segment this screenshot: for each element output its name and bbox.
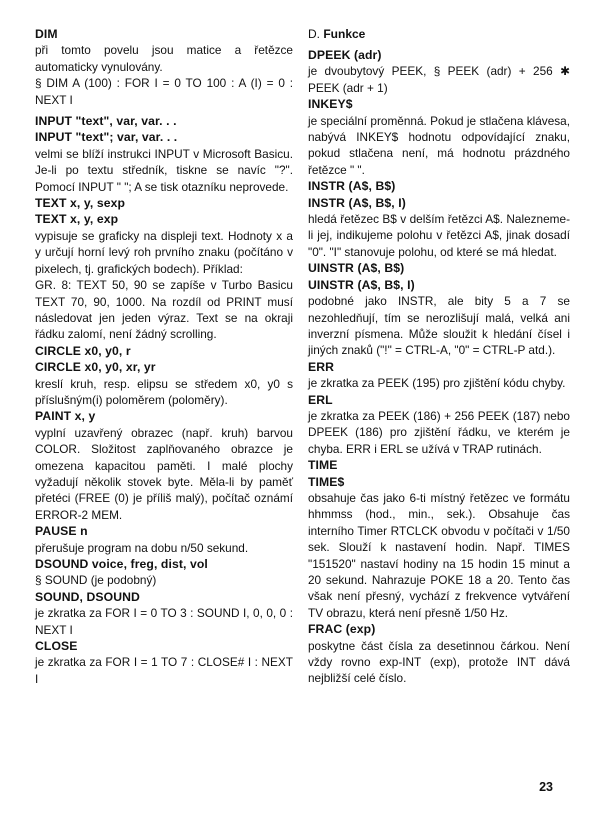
description: poskytne část čísla za desetinnou čárkou. Není vždy rovno exp-INT (exp), protože INT dává nejbližší celé číslo. <box>308 638 570 686</box>
entry-circle <box>35 343 293 409</box>
term: TIME$ <box>308 474 345 489</box>
term: TIME <box>308 458 338 473</box>
description: obsahuje čas jako 6-ti místný řetězec ve formátu hhmmss (hod., min., sek.). Obsahuje čas interního Timer RTCLCK obvodu v počítači v 1/50 sek. Slouží k nastavení hodin. Např. TIMES "151520" nastaví hodiny na 15 hodin 15 minut a 20 sekund. Nahrazuje POKE 18 a 20. Tento čas však není přesný, vychází z frekvence vytváření TV obrazu, která není přesně 1/50 Hz. <box>308 490 570 620</box>
term: CLOSE <box>35 639 78 654</box>
term: DIM <box>35 27 58 41</box>
entry-erl <box>308 392 570 458</box>
term: TEXT x, y, exp <box>35 212 119 227</box>
description: je zkratka za PEEK (186) + 256 PEEK (187) nebo DPEEK (186) pro zjištění řádku, ve kterém je chyba. ERR i ERL se užívá v TRAP rutinách. <box>308 408 570 456</box>
entry-sound-dsound <box>35 589 293 638</box>
term: INPUT "text"; var, var. . . <box>35 130 178 145</box>
term: ERR <box>308 359 335 374</box>
page-number: 23 <box>539 780 553 794</box>
description: vypisuje se graficky na displeji text. Hodnoty x a y určují horní levý roh prvního znaku (počítáno v pixelech, tj. grafických bodech). Příklad: <box>35 228 293 276</box>
entry-paint <box>35 408 293 523</box>
entry-input <box>35 113 293 195</box>
description-example: § DIM A (100) : FOR I = 0 TO 100 : A (I) = 0 : NEXT I <box>35 76 293 107</box>
description: kreslí kruh, resp. elipsu se středem x0, y0 s příslušným(i) poloměrem (poloměry). <box>35 376 293 407</box>
term: PAINT x, y <box>35 409 96 424</box>
right-column <box>308 26 570 687</box>
description: je zkratka za FOR I = 1 TO 7 : CLOSE# I : NEXT I <box>35 655 293 686</box>
entry-text <box>35 195 293 343</box>
term: PAUSE n <box>35 524 88 539</box>
description: přerušuje program na dobu n/50 sekund. <box>35 540 249 555</box>
description: při tomto povelu jsou matice a řetězce automaticky vynulovány. <box>35 43 293 74</box>
description: je zkratka za PEEK (195) pro zjištění kódu chyby. <box>308 376 566 391</box>
section-heading <box>308 26 570 43</box>
term: UINSTR (A$, B$, I) <box>308 277 415 292</box>
entry-uinstr <box>308 260 570 358</box>
term: INSTR (A$, B$) <box>308 179 396 194</box>
term: DSOUND voice, freg, dist, vol <box>35 557 208 571</box>
entry-frac <box>308 621 570 687</box>
term: SOUND, DSOUND <box>35 589 140 604</box>
description: velmi se blíží instrukci INPUT v Microsoft Basicu. Je-li po textu středník, tiskne se navíc "?". Pomocí INPUT " "; A se tisk otazníku neprovede. <box>35 146 293 194</box>
term: UINSTR (A$, B$) <box>308 261 405 276</box>
left-column <box>35 26 293 687</box>
term: FRAC (exp) <box>308 622 376 637</box>
description: je dvoubytový PEEK, § PEEK (adr) + 256 ✱ PEEK (adr + 1) <box>308 64 570 95</box>
term: INPUT "text", var, var. . . <box>35 114 177 129</box>
description: hledá řetězec B$ v delším řetězci A$. Nalezneme-li jej, indikujeme polohu v řetězci A$, jinak dosadí "0". "I" stanovuje polohu, od které se má hledat. <box>308 212 570 259</box>
entry-inkey <box>308 96 570 178</box>
section-title: Funkce <box>323 27 366 41</box>
section-prefix: D. <box>308 27 320 41</box>
entry-dpeek <box>308 47 570 96</box>
entry-dsound <box>35 556 293 589</box>
term: CIRCLE x0, y0, xr, yr <box>35 360 156 375</box>
entry-close <box>35 638 293 687</box>
entry-instr <box>308 178 570 260</box>
entry-dim <box>35 26 293 108</box>
description: je zkratka za FOR I = 0 TO 3 : SOUND I, 0, 0, 0 : NEXT I <box>35 606 293 637</box>
description: vyplní uzavřený obrazec (např. kruh) barvou COLOR. Složitost zaplňovaného obrazce je omezena kapacitou paměti. I malé plochy vyžadují několik stovek byte. Měla-li by paměť přetéci (FREE (0) je příliš malý), počítač oznámí ERROR-2 MEM. <box>35 425 293 522</box>
term: CIRCLE x0, y0, r <box>35 343 131 358</box>
description: je speciální proměnná. Pokud je stlačena klávesa, nabývá INKEY$ hodnotu odpovídající znaku, pokud stlačena není, má hodnotu prázdného řetězce " ". <box>308 113 570 177</box>
entry-time <box>308 457 570 621</box>
term: ERL <box>308 392 333 407</box>
description-example: GR. 8: TEXT 50, 90 se zapíše v Turbo Basicu TEXT 70, 90, 1000. Na rozdíl od PRINT musí následovat jen jeden výraz. Text se na okraji řádku zalomí, není žádný scrolling. <box>35 278 293 342</box>
term: INKEY$ <box>308 97 353 112</box>
description: podobné jako INSTR, ale bity 5 a 7 se nezohledňují, tím se nerozlišují malá, velká ani inverzní písmena. Může sloužit k hledání čísel i jiných znaků ("!" = CTRL-A, "0" = CTRL-P atd.). <box>308 294 570 358</box>
entry-pause <box>35 523 293 556</box>
term: INSTR (A$, B$, I) <box>308 195 406 210</box>
description: § SOUND (je podobný) <box>35 573 157 588</box>
term: TEXT x, y, sexp <box>35 196 126 211</box>
term: DPEEK (adr) <box>308 48 382 62</box>
entry-err <box>308 359 570 392</box>
